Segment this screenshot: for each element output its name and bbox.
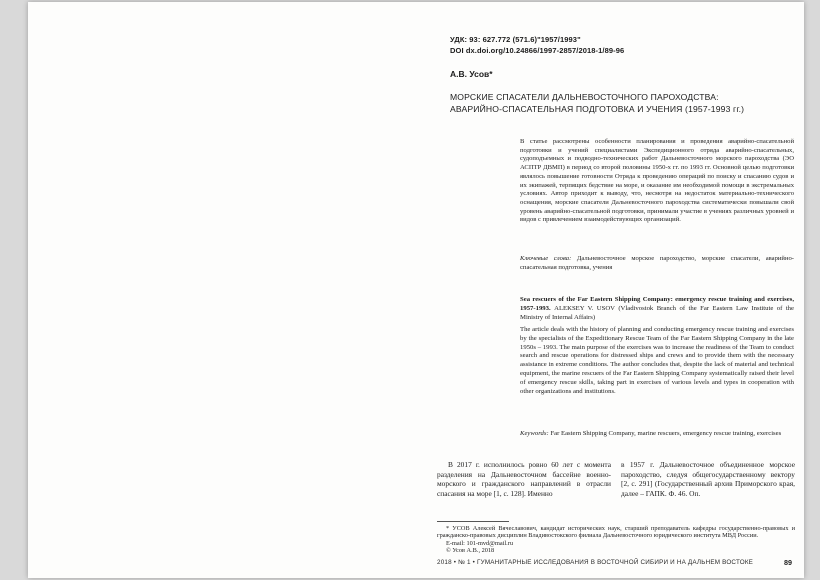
keywords-english-label: Keywords: <box>520 430 551 437</box>
author-name: А.В. Усов* <box>450 69 493 79</box>
keywords-english-text: Far Eastern Shipping Company, marine rescuers, emergency rescue training, exercises <box>550 430 782 437</box>
english-heading <box>520 296 794 322</box>
footnote-block <box>437 525 795 555</box>
keywords-russian-text: Дальневосточное морское пароходство, морские спасатели, аварийно-спасательная подготовка, учения <box>520 255 794 271</box>
udk-line: УДК: 93: 627.772 (571.6)"1957/1993" <box>450 35 581 44</box>
article-title-line2: АВАРИЙНО-СПАСАТЕЛЬНАЯ ПОДГОТОВКА И УЧЕНИЯ (1957-1993 гг.) <box>450 104 745 114</box>
abstract-english: The article deals with the history of planning and conducting emergency rescue training and exercises by the specialists of the Expeditionary Rescue Team of the Far Eastern Shipping Company in the late 1950s – 1993. The main purpose of the exercises was to increase the readiness of the Team to conduct search and rescue operations for distressed ships and crews and to provide them with the necessary assistance in extreme conditions. The author concludes that, despite the lack of material and technical equipment, the marine rescuers of the Far Eastern Shipping Company systematically raised their level of emergency rescue skills, taking part in exercises of various levels and types in cooperation with other organizations and institutions. <box>520 326 794 395</box>
footnote-copyright: © Усов А.В., 2018 <box>446 547 495 555</box>
article-title <box>450 91 800 115</box>
english-heading-author: ALEKSEY V. USOV (Vladivostok Branch of the Far Eastern Law Institute of the Ministry of Internal Affairs) <box>520 304 794 321</box>
english-heading-title: Sea rescuers of the Far Eastern Shipping Company: emergency rescue training and exercises, 1957-1993. <box>520 296 794 312</box>
footnote-email: E-mail: 101-mvd@mail.ru <box>446 539 514 547</box>
footnote-author-bio: * УСОВ Алексей Вячеславович, кандидат исторических наук, старший преподаватель кафедры государственно-правовых и гражданско-правовых дисциплин Владивостокского филиала Дальневосточного юридического института МВД России. <box>437 525 795 540</box>
body-text-column-right: в 1957 г. Дальневосточное объединенное морское пароходство, следуя общегосударственному вектору [2, с. 291] (Государственный архив Приморского края, далее – ГАПК. Ф. 46. Оп. <box>621 460 795 498</box>
journal-footer-title: 2018 • № 1 • ГУМАНИТАРНЫЕ ИССЛЕДОВАНИЯ В ВОСТОЧНОЙ СИБИРИ И НА ДАЛЬНЕМ ВОСТОКЕ <box>437 559 754 566</box>
doi-line: DOI dx.doi.org/10.24866/1997-2857/2018-1/89-96 <box>450 46 625 55</box>
footnote-separator-rule <box>437 521 509 522</box>
body-text-column-left: В 2017 г. исполнилось ровно 60 лет с момента разделения на Дальневосточном бассейне военно-морского и гражданского направлений в отрасли спасания на море [1, с. 128]. Именно <box>437 460 611 498</box>
keywords-russian <box>520 255 794 272</box>
keywords-russian-label: Ключевые слова: <box>520 255 577 262</box>
keywords-english <box>520 430 794 439</box>
paper-page <box>28 2 804 578</box>
page-number: 89 <box>784 558 792 567</box>
article-title-line1: МОРСКИЕ СПАСАТЕЛИ ДАЛЬНЕВОСТОЧНОГО ПАРОХОДСТВА: <box>450 92 719 102</box>
abstract-russian: В статье рассмотрены особенности планирования и проведения аварийно-спасательной подготовки и учений специалистами Экспедиционного отряда аварийно-спасательных, судоподъемных и подводно-технических работ Дальневосточного морского пароходства (ЭО АСПТР ДВМП) в период со второй половины 1950-х гг. по 1993 гг. Основной целью подготовки являлось повышение готовности Отряда к проведению операций по поиску и спасанию судов и их экипажей, терпящих бедствие на море, и оказание им необходимой помощи в экстремальных условиях. Автор приходит к выводу, что, несмотря на недостаток материально-технического оснащения, морские спасатели Дальневосточного пароходства систематически повышали свой уровень аварийно-спасательной подготовки, принимали участие в учениях различных уровней и видов с привлечением взаимодействующих организаций. <box>520 138 794 224</box>
